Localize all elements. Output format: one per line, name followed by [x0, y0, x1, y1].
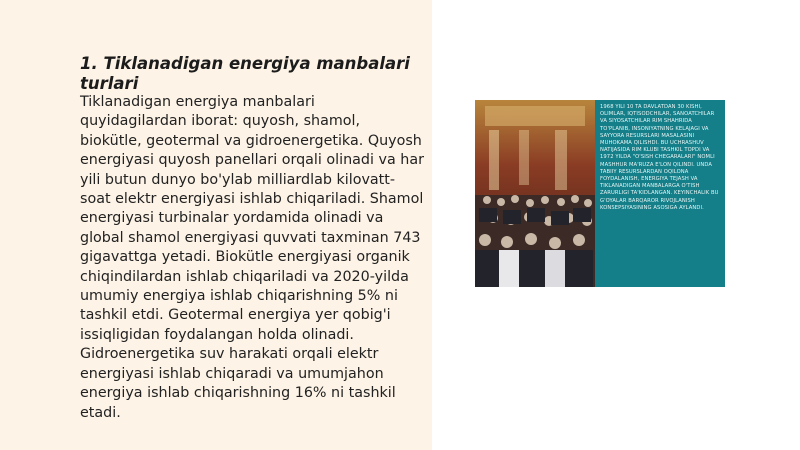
- slide-title: 1. Tiklanadigan energiya manbalari turlari: [80, 54, 410, 93]
- conference-hall-photo: [475, 100, 595, 287]
- figure-caption: 1968 YILI 10 TA DAVLATDAN 30 KISHI, OLIMLAR, IQTISODCHILAR, SANOATCHILAR VA SIYOSATCHILAR RIM SHAHRIDA TO'PLANIB, INSONIYATNING KELAJAGI VA SAYYORA RESURSLARI MASALASINI MUHOKAMA QILISHDI. BU UCHRASHUV NATIJASIDA RIM KLUBI TASHKIL TOPDI VA 1972 YILDA "O'SISH CHEGARALARI" NOMLI MASHHUR MA'RUZA E'LON QILINDI. UNDA TABIIY RESURSLARDAN OQILONA FOYDALANISH, ENERGIYA TEJASH VA TIKLANADIGAN MANBALARGA O'TISH ZARURLIGI TA'KIDLANGAN. KEYINCHALIK BU G'OYALAR BARQAROR RIVOJLANISH KONSEPSIYASINING ASOSIGA AYLANDI.: [600, 104, 719, 211]
- slide-figure: [475, 100, 725, 287]
- slide-body-text: Tiklanadigan energiya manbalari quyidagilardan iborat: quyosh, shamol, biokütle, geotermal va gidroenergetika. Quyosh energiyasi quyosh panellari orqali olinadi va har yili butun dunyo bo'ylab milliardlab kilovatt-soat elektr energiyasi ishlab chiqariladi. Shamol energiyasi turbinalar yordamida olinadi va global shamol energiyasi quvvati taxminan 743 gigavattga yetadi. Biokütle energiyasi organik chiqindilardan ishlab chiqariladi va 2020-yilda umumiy energiya ishlab chiqarishning 5% ni tashkil etdi. Geotermal energiya yer qobig'i issiqligidan foydalangan holda olinadi. Gidroenergetika suv harakati orqali elektr energiyasi ishlab chiqaradi va umumjahon energiya ishlab chiqarishning 16% ni tashkil etadi.: [80, 94, 424, 421]
- caption-panel: [595, 100, 725, 287]
